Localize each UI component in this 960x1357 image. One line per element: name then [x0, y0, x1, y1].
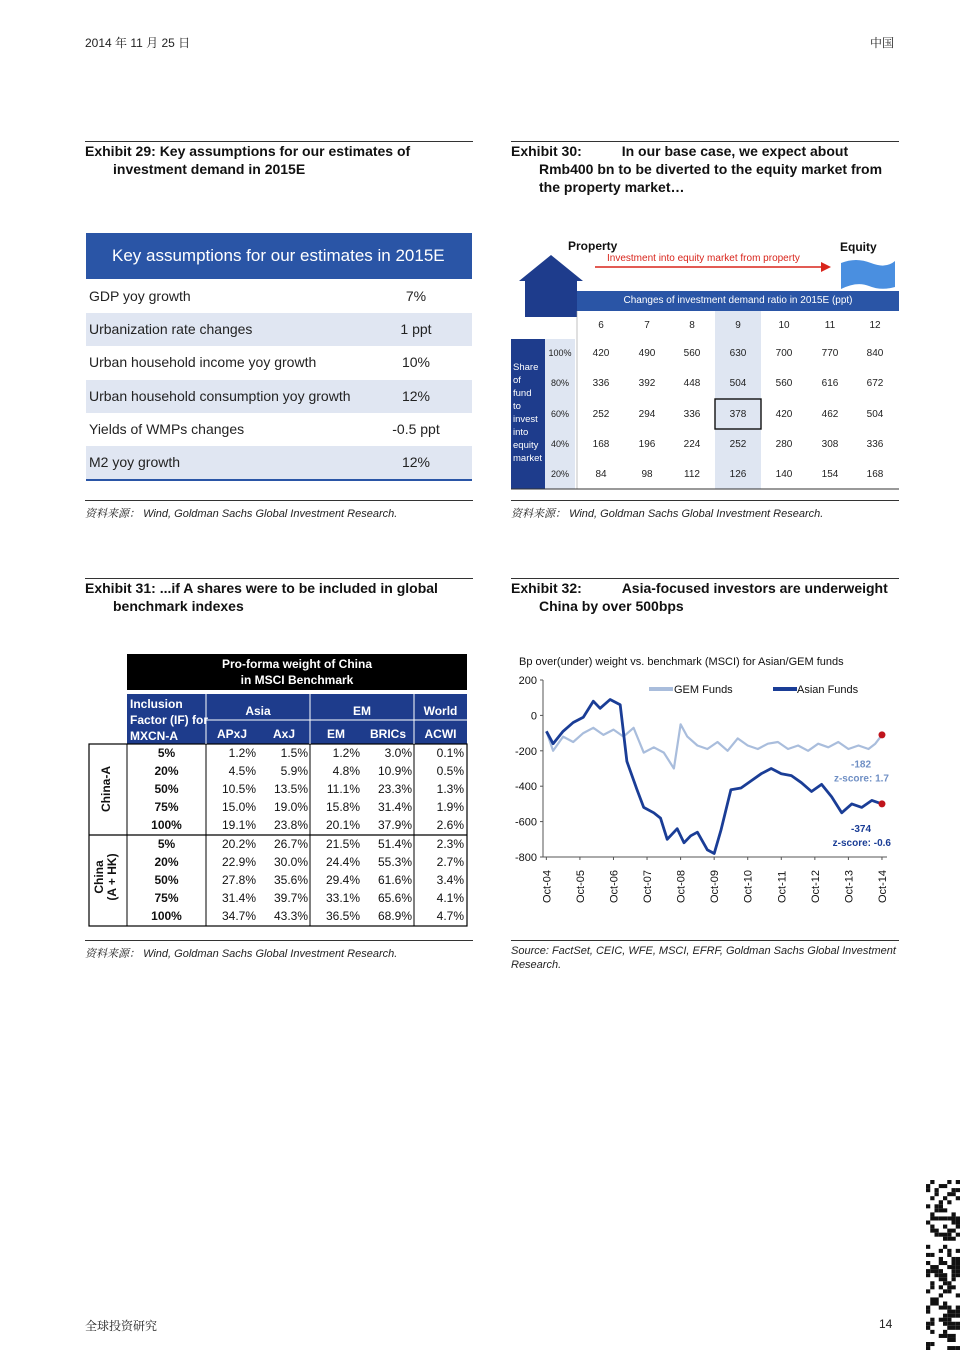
matrix-cell: 168	[866, 469, 884, 480]
matrix-cell: 84	[595, 469, 607, 480]
row-value: -0.5 ppt	[392, 421, 440, 437]
row-value: 12%	[401, 388, 431, 404]
matrix-cell: 616	[821, 378, 839, 389]
table-row	[86, 313, 472, 346]
x-tick-label: Oct-12	[809, 869, 822, 903]
row-label: Urbanization rate changes	[89, 321, 253, 337]
matrix-cell: 448	[683, 378, 701, 389]
table-row: 20% 4.5% 5.9% 4.8% 10.9% 0.5%	[154, 764, 464, 778]
table-title-line2: in MSCI Benchmark	[240, 673, 354, 687]
row-label: Yields of WMPs changes	[89, 421, 245, 437]
exhibit29-source	[85, 505, 397, 521]
investment-matrix-figure	[511, 231, 899, 493]
msci-table-title	[127, 656, 467, 688]
page-number: 14	[879, 1317, 893, 1331]
row-label: Urban household consumption yoy growth	[89, 388, 351, 404]
table-row	[86, 380, 472, 413]
table-row: 75% 31.4% 39.7% 33.1% 65.6% 4.1%	[154, 891, 464, 905]
china-a-label: China-A	[99, 766, 113, 812]
matrix-cell: 140	[775, 469, 793, 480]
report-date: 2014 年 11 月 25 日	[85, 36, 191, 50]
col-highlight	[715, 311, 761, 489]
exhibit31-title	[85, 579, 473, 615]
exhibit32-title	[511, 579, 901, 615]
exhibit30-title	[511, 142, 901, 196]
exhibit30-title-line1: In our base case, we expect about	[621, 143, 849, 159]
source-label: 资料来源：	[511, 508, 566, 520]
matrix-cell: 224	[683, 439, 701, 450]
y-tick-label: -400	[514, 781, 537, 794]
row-value: 10%	[401, 354, 431, 370]
x-tick-label: Oct-13	[843, 869, 856, 903]
matrix-cell: 168	[592, 439, 610, 450]
matrix-header: Changes of investment demand ratio in 2015E (ppt)	[623, 295, 853, 306]
matrix-cell: 294	[638, 409, 656, 420]
exhibit31-label: Exhibit 31:	[85, 580, 156, 596]
source-text: Wind, Goldman Sachs Global Investment Research.	[143, 948, 398, 960]
qr-code-icon	[926, 1180, 960, 1350]
matrix-cell: 490	[638, 348, 656, 359]
matrix-cell: 336	[866, 439, 884, 450]
col-header: 12	[869, 320, 881, 331]
exhibit30-source	[511, 505, 823, 521]
matrix-cell: 280	[775, 439, 793, 450]
exhibit30-label: Exhibit 30:	[511, 143, 582, 159]
if-header: Inclusion Factor (IF) for MXCN-A	[130, 697, 208, 743]
matrix-cell: 252	[592, 409, 610, 420]
asian-funds-line	[546, 700, 882, 854]
col-header: 11	[824, 320, 836, 331]
china-ahk-rows	[127, 837, 467, 927]
china-ahk-label: China (A + HK)	[92, 853, 119, 901]
asian-end-marker	[878, 800, 885, 807]
matrix-cell: 98	[641, 469, 653, 480]
legend-asian-label: Asian Funds	[797, 684, 859, 696]
flow-arrow-head	[821, 262, 831, 272]
matrix-cell: 504	[729, 378, 747, 389]
underweight-chart	[511, 650, 901, 920]
y-tick-label: -200	[514, 745, 537, 758]
col-header: 6	[598, 320, 604, 331]
line-chart-svg	[511, 650, 901, 920]
x-tick-label: Oct-05	[574, 869, 587, 903]
sub-header: ACWI	[424, 727, 457, 741]
matrix-cell: 336	[592, 378, 610, 389]
matrix-cell: 252	[729, 439, 747, 450]
matrix-cell: 420	[592, 348, 610, 359]
msci-weight-table	[88, 654, 469, 928]
gem-end-marker	[878, 731, 885, 738]
source-text: Wind, Goldman Sachs Global Investment Research.	[143, 508, 398, 520]
flow-label: Investment into equity market from property	[607, 253, 800, 264]
gem-last-value: -182	[850, 759, 871, 771]
exhibit31-title-line1: ...if A shares were to be included in global	[159, 580, 438, 596]
x-tick-label: Oct-08	[675, 869, 688, 903]
exhibit31-source	[85, 945, 397, 961]
group-header-em: EM	[353, 704, 371, 718]
matrix-cell: 420	[775, 409, 793, 420]
chart-title: Bp over(under) weight vs. benchmark (MSCI) for Asian/GEM funds	[519, 656, 844, 668]
region-label: 中国	[870, 36, 895, 50]
matrix-cell: 840	[866, 348, 884, 359]
source-line1: Source: FactSet, CEIC, WFE, MSCI, EFRF, Goldman Sachs Global Investment	[511, 945, 896, 957]
table-row: 5% 1.2% 1.5% 1.2% 3.0% 0.1%	[157, 746, 464, 760]
sub-header: EM	[327, 727, 345, 741]
table-row: 50% 10.5% 13.5% 11.1% 23.3% 1.3%	[154, 782, 464, 796]
row-value: 1 ppt	[400, 321, 432, 337]
y-tick-label: 0	[530, 710, 537, 723]
x-tick-label: Oct-10	[742, 869, 755, 903]
table-row: 5% 20.2% 26.7% 21.5% 51.4% 2.3%	[157, 837, 464, 851]
y-tick-label: -800	[514, 852, 537, 864]
exhibit32-source-rule	[511, 940, 899, 941]
table-row	[86, 280, 472, 313]
key-assumptions-table-title: Key assumptions for our estimates in 2015E	[86, 233, 472, 279]
row-header: 100%	[548, 348, 572, 358]
matrix-cell: 560	[775, 378, 793, 389]
legend-gem-label: GEM Funds	[674, 684, 733, 696]
row-value: 12%	[401, 454, 431, 470]
row-value: 7%	[405, 288, 427, 304]
equity-label: Equity	[840, 240, 877, 254]
exhibit30-title-line3: the property market…	[539, 179, 685, 195]
y-tick-label: 200	[518, 675, 537, 687]
exhibit30-source-rule	[511, 500, 899, 501]
gem-funds-line	[546, 724, 882, 768]
matrix-cell: 630	[729, 348, 747, 359]
row-label: M2 yoy growth	[89, 454, 181, 470]
col-header: 9	[735, 320, 741, 331]
asian-zscore: z-score: -0.6	[832, 838, 891, 850]
row-header: 80%	[550, 378, 569, 388]
exhibit31-source-rule	[85, 940, 473, 941]
table-row	[86, 413, 472, 446]
col-header: 8	[689, 320, 695, 331]
group-header-asia: Asia	[245, 704, 271, 718]
source-line2: Research.	[511, 959, 562, 971]
x-tick-label: Oct-04	[541, 869, 554, 903]
table-row	[86, 346, 472, 379]
table-row: 50% 27.8% 35.6% 29.4% 61.6% 3.4%	[154, 873, 464, 887]
source-label: 资料来源：	[85, 948, 140, 960]
matrix-cell: 196	[638, 439, 656, 450]
row-header: 40%	[550, 439, 569, 449]
matrix-cell: 378	[729, 409, 747, 420]
exhibit32-title-line2: China by over 500bps	[539, 598, 684, 614]
table-row: 100% 19.1% 23.8% 20.1% 37.9% 2.6%	[151, 818, 464, 832]
x-tick-label: Oct-06	[608, 869, 621, 903]
exhibit31-title-line2: benchmark indexes	[113, 598, 244, 614]
qr-code-svg	[926, 1180, 960, 1350]
matrix-cell: 126	[729, 469, 747, 480]
table-row	[86, 446, 472, 479]
source-text: Wind, Goldman Sachs Global Investment Research.	[569, 508, 824, 520]
col-header: 10	[778, 320, 790, 331]
matrix-cell: 770	[821, 348, 839, 359]
exhibit29-title	[85, 142, 473, 178]
row-axis-label: Share of fund to invest into equity market	[513, 362, 543, 464]
matrix-cell: 560	[683, 348, 701, 359]
matrix-cell: 392	[638, 378, 656, 389]
matrix-cell: 672	[866, 378, 884, 389]
china-a-rows	[127, 746, 467, 836]
equity-flag-icon	[841, 260, 895, 289]
x-tick-label: Oct-14	[876, 869, 889, 903]
matrix-cell: 308	[821, 439, 839, 450]
matrix-cell: 336	[683, 409, 701, 420]
gem-zscore: z-score: 1.7	[833, 773, 889, 785]
exhibit30-title-line2: Rmb400 bn to be diverted to the equity market from	[539, 161, 883, 177]
sub-header: AxJ	[272, 727, 295, 741]
table-bottom-rule	[86, 479, 472, 481]
x-tick-label: Oct-11	[776, 870, 789, 903]
matrix-cell: 700	[775, 348, 793, 359]
exhibit29-source-rule	[85, 500, 473, 501]
house-icon	[519, 255, 583, 317]
row-header: 20%	[550, 469, 569, 479]
col-header: 7	[644, 320, 650, 331]
x-tick-label: Oct-07	[642, 869, 655, 903]
y-tick-label: -600	[514, 816, 537, 829]
sub-header: APxJ	[216, 727, 248, 741]
table-row: 75% 15.0% 19.0% 15.8% 31.4% 1.9%	[154, 800, 464, 814]
exhibit32-title-line1: Asia-focused investors are underweight	[621, 580, 888, 596]
exhibit29-title-line1: Key assumptions for our estimates of	[159, 143, 411, 159]
property-label: Property	[568, 239, 618, 253]
footer-brand: 全球投资研究	[85, 1319, 158, 1333]
row-header: 60%	[550, 409, 569, 419]
source-label: 资料来源：	[85, 508, 140, 520]
exhibit29-label: Exhibit 29:	[85, 143, 156, 159]
matrix-cell: 504	[866, 409, 884, 420]
table-row: 20% 22.9% 30.0% 24.4% 55.3% 2.7%	[154, 855, 464, 869]
group-header-world: World	[423, 704, 458, 718]
exhibit29-title-line2: investment demand in 2015E	[113, 161, 306, 177]
matrix-cell: 154	[821, 469, 839, 480]
row-label: Urban household income yoy growth	[89, 354, 317, 370]
asian-last-value: -374	[850, 824, 871, 836]
matrix-cell: 462	[821, 409, 839, 420]
matrix-svg	[511, 231, 899, 493]
table-row: 100% 34.7% 43.3% 36.5% 68.9% 4.7%	[151, 909, 464, 923]
table-title-line1: Pro-forma weight of China	[222, 657, 372, 671]
sub-header: BRICs	[369, 727, 406, 741]
x-tick-label: Oct-09	[709, 869, 722, 903]
matrix-cell: 112	[684, 469, 700, 480]
row-label: GDP yoy growth	[89, 288, 191, 304]
exhibit32-source	[511, 944, 896, 972]
exhibit32-label: Exhibit 32:	[511, 580, 582, 596]
